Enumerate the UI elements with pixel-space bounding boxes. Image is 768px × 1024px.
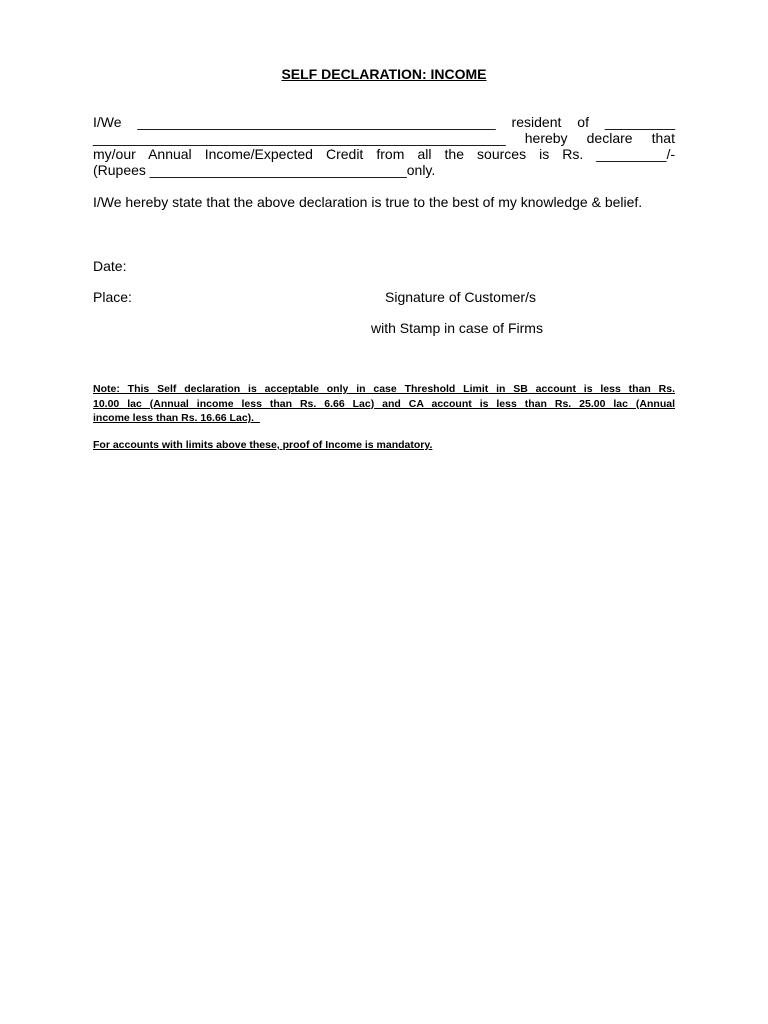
declaration-line-2: _____________________________________________________ hereby declare that: [93, 130, 675, 146]
declaration-line-1: I/We ______________________________________________ resident of _________: [93, 114, 675, 130]
note-line-2: 10.00 lac (Annual income less than Rs. 6.66 Lac) and CA account is less than Rs. 25.00 lac (Annual: [93, 397, 675, 410]
signature-label: Signature of Customer/s: [385, 289, 536, 305]
mandatory-note: [93, 438, 675, 453]
date-label: Date:: [93, 258, 127, 274]
note-line-1: Note: This Self declaration is acceptable only in case Threshold Limit in SB account is less than Rs.: [93, 383, 675, 395]
declaration-statement: I/We hereby state that the above declaration is true to the best of my knowledge & belief.: [93, 194, 643, 210]
declaration-line-4: (Rupees _________________________________only.: [93, 162, 436, 178]
threshold-note: [93, 382, 675, 426]
declaration-paragraph: [93, 114, 675, 178]
document-title: SELF DECLARATION: INCOME: [281, 66, 487, 82]
declaration-line-3: my/our Annual Income/Expected Credit from all the sources is Rs. _________/-: [93, 146, 675, 162]
stamp-label: with Stamp in case of Firms: [371, 320, 543, 336]
place-label: Place:: [93, 289, 132, 305]
mandatory-note-text: For accounts with limits above these, proof of Income is mandatory.: [93, 439, 433, 451]
note-line-3: income less than Rs. 16.66 Lac).: [93, 412, 260, 424]
